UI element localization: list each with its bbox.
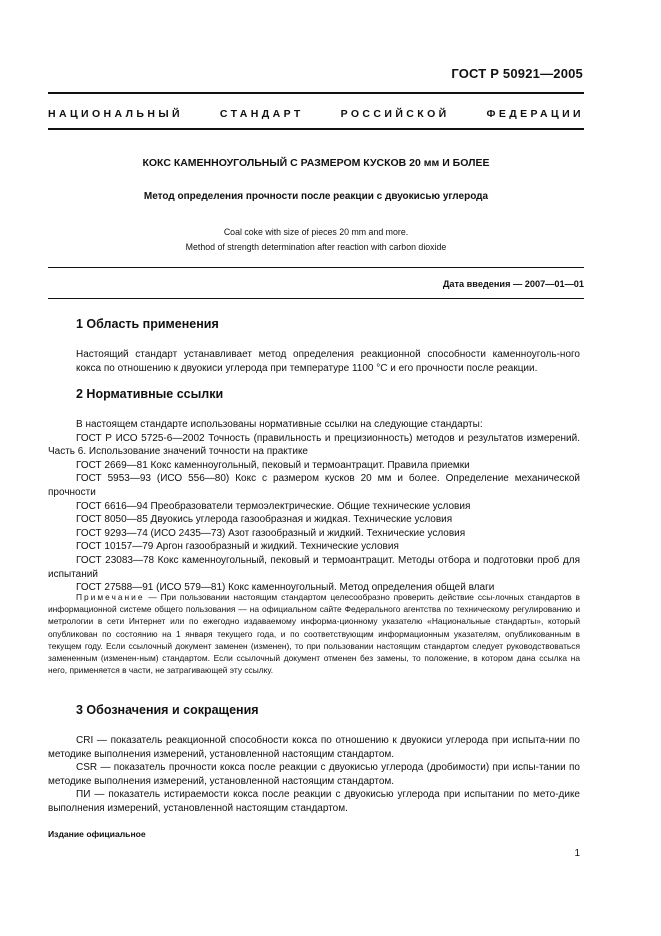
references-lead: В настоящем стандарте использованы нормативные ссылки на следующие стандарты: <box>76 419 483 430</box>
header-rule-top <box>48 92 584 94</box>
note-text: — При пользовании настоящим стандартом целесообразно проверить действие ссы-лочных стандартов в информационной системе общего пользования — на официальном сайте Федерального агентства по техническому регулированию и метрологии в сети Интернет или по ежегодно издаваемому информа-ционному указателю «Национальные стандарты», который опубликован по состоянию на 1 января текущего года, и по соответствующим информационным указателям, опубликованным в текущем году. Если ссылочный документ заменен (изменен), то при пользовании настоящим стандартом следует руководствоваться замененным (изменен-ным) стандартом. Если ссылочный документ отменен без замены, то положение, в котором дана ссылка на него, применяется в части, не затрагивающей эту ссылку. <box>48 592 581 676</box>
abbreviation-item: CSR — показатель прочности кокса после реакции с двуокисью углерода (дробимости) при испы-тании по методике выполнения измерений, установленной настоящим стандартом. <box>48 762 580 787</box>
section-1-text <box>76 348 580 375</box>
national-standard-banner: НАЦИОНАЛЬНЫЙ СТАНДАРТ РОССИЙСКОЙ ФЕДЕРАЦИИ <box>48 108 584 120</box>
english-title <box>48 225 584 255</box>
abbreviation-item: ПИ — показатель истираемости кокса после реакции с двуокисью углерода при испытании по мето-дике выполнения измерений, установленной настоящим стандартом. <box>48 789 580 814</box>
reference-item: ГОСТ 23083—78 Кокс каменноугольный, пековый и термоантрацит. Методы отбора и подготовки проб для испытаний <box>48 554 580 580</box>
section-2-heading: 2 Нормативные ссылки <box>76 387 224 401</box>
section-1-paragraph: Настоящий стандарт устанавливает метод определения реакционной способности каменноуголь-ного кокса по отношению к двуокиси углерода при температуре 1100 °С и его прочности после реакции. <box>76 349 580 374</box>
introduction-date: Дата введения — 2007—01—01 <box>442 279 584 289</box>
section-2-body <box>48 418 580 595</box>
page-number: 1 <box>574 848 580 859</box>
reference-item: ГОСТ 6616—94 Преобразователи термоэлектрические. Общие технические условия <box>76 500 471 512</box>
reference-item: ГОСТ 8050—85 Двуокись углерода газообразная и жидкая. Технические условия <box>76 514 453 526</box>
header-rule-bottom <box>48 128 584 130</box>
reference-item: ГОСТ 5953—93 (ИСО 556—80) Кокс с размером кусков 20 мм и более. Определение механической прочности <box>48 473 580 498</box>
document-number: ГОСТ Р 50921—2005 <box>451 66 583 81</box>
reference-item: ГОСТ 10157—79 Аргон газообразный и жидкий. Технические условия <box>76 541 399 553</box>
reference-item: ГОСТ 2669—81 Кокс каменноугольный, пековый и термоантрацит. Правила приемки <box>76 459 470 471</box>
section-3-heading: 3 Обозначения и сокращения <box>76 703 259 717</box>
standard-subtitle: Метод определения прочности после реакции с двуокисью углерода <box>143 191 489 202</box>
standard-title: КОКС КАМЕННОУГОЛЬНЫЙ С РАЗМЕРОМ КУСКОВ 20 мм И БОЛЕЕ <box>142 157 490 169</box>
date-rule-bottom <box>48 298 584 299</box>
english-title-line1: Coal coke with size of pieces 20 mm and more. <box>223 227 409 237</box>
section-1-heading: 1 Область применения <box>76 317 219 331</box>
english-title-line2: Method of strength determination after reaction with carbon dioxide <box>185 242 447 252</box>
note-label: Примечание <box>76 592 145 602</box>
reference-item: ГОСТ 9293—74 (ИСО 2435—73) Азот газообразный и жидкий. Технические условия <box>76 527 466 539</box>
official-edition-label: Издание официальное <box>48 829 146 839</box>
reference-item: ГОСТ Р ИСО 5725-6—2002 Точность (правильность и прецизионность) методов и результатов измерений. Часть 6. Использование значений точности на практике <box>48 432 580 458</box>
reference-item: ГОСТ 27588—91 (ИСО 579—81) Кокс каменноугольный. Метод определения общей влаги <box>76 582 495 594</box>
abbreviation-item: CRI — показатель реакционной способности кокса по отношению к двуокиси углерода при испыта-нии по методике выполнения измерений, установленной настоящим стандартом. <box>48 735 580 760</box>
date-rule-top <box>48 267 584 268</box>
section-3-body <box>48 734 580 816</box>
references-note <box>48 591 580 676</box>
